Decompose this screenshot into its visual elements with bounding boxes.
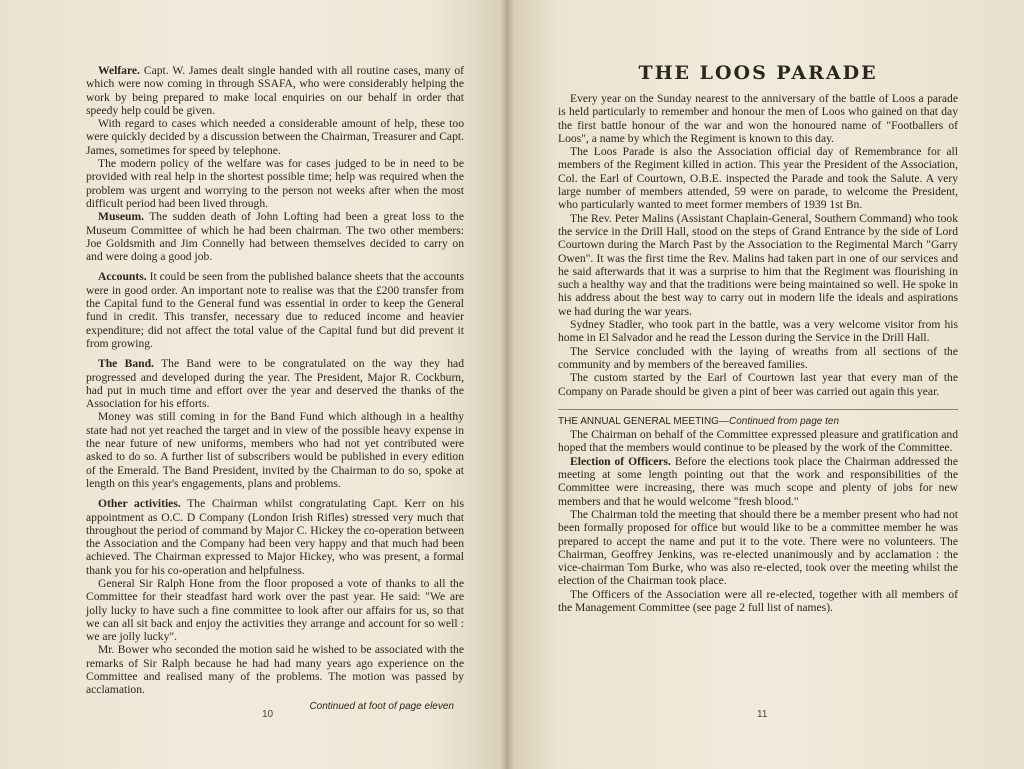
- section-divider: [558, 409, 958, 410]
- paragraph-text: With regard to cases which needed a considerable amount of help, these too were quickly decided by a discussion between the Chairman, Treasurer and Capt. James, sometimes for speed by telephone.: [86, 117, 464, 157]
- heading-welfare: Welfare.: [98, 64, 140, 77]
- page-number-right: 11: [757, 709, 768, 720]
- paragraph-text: General Sir Ralph Hone from the floor proposed a vote of thanks to all the Committee for their steadfast hard work over the past year. He said: "We are jolly lucky to have such a fine committee to look after our affairs for us, so that we can all sit back and enjoy the activities they arrange and account for so well : we are jolly lucky".: [86, 576, 464, 644]
- paragraph-loos-1: [558, 92, 958, 145]
- paragraph-text: The Chairman told the meeting that should there be a member present who had not been formally proposed for office but would like to be a committee member he was prepared to accept the name and put it to the vote. There were no volunteers. The Chairman, Geoffrey Jenkins, was re-elected unanimously and by acclamation : the vice-chairman Tom Burke, who was also re-elected, took over the meeting whilst the election of the Chairman took place.: [558, 507, 958, 588]
- paragraph-text: The custom started by the Earl of Courtown last year that every man of the Company on Parade should be given a pint of beer was carried out again this year.: [558, 371, 958, 398]
- paragraph-loos-2: [558, 145, 958, 211]
- paragraph-text: Capt. W. James dealt single handed with all routine cases, many of which were now coming in through SSAFA, who were considerably helping the work by being prepared to make local enquiries on our behalf in order that speedy help could be given.: [86, 64, 464, 117]
- paragraph-text: The Service concluded with the laying of wreaths from all sections of the community and by members of the bereaved families.: [558, 344, 958, 371]
- paragraph-text: Mr. Bower who seconded the motion said he wished to be associated with the remarks of Sir Ralph because he had had many years ago experience on the Committee and realised many of the problems. The motion was passed by acclamation.: [86, 643, 464, 697]
- paragraph-loos-4: [558, 318, 958, 345]
- paragraph-motion: [86, 643, 464, 696]
- agm-heading: [558, 415, 958, 428]
- book-gutter: [500, 0, 514, 769]
- paragraph-other-activities: [86, 497, 464, 577]
- left-page-text: [86, 64, 464, 713]
- heading-election: Election of Officers.: [570, 454, 671, 468]
- agm-heading-text: THE ANNUAL GENERAL MEETING: [558, 415, 719, 427]
- heading-accounts: Accounts.: [98, 270, 147, 284]
- paragraph-text: It could be seen from the published balance sheets that the accounts were in good order. An important note to realise was that the £200 transfer from the Capital fund to the General fund was essential in order to keep the General fund in credit. This transfer, necessary due to reduced income and heavier expenditure; did not affect the total value of the Capital fund but did prevent it from growing.: [86, 270, 464, 350]
- paragraph-accounts: [86, 270, 464, 350]
- heading-museum: Museum.: [98, 210, 145, 224]
- paragraph-text: The Rev. Peter Malins (Assistant Chaplain-General, Southern Command) who took the service in the Drill Hall, stood on the steps of Grand Entrance by the side of Lord Courtown during the March Past by the Association to the Regimental March "Garry Owen". It was the first time the Rev. Malins had taken part in one of our services and he said afterwards that it was a surprise to him that the Regiment was flourishing in such a healthy way and that the traditions were being maintained so well. He spoke in his address about the best way to carry out in modern life the ideals and aspirations we had during the war years.: [558, 211, 958, 318]
- paragraph-text: The Chairman on behalf of the Committee expressed pleasure and gratification and hoped that the members would continue to be pleased by the work of the Committee.: [558, 428, 958, 455]
- agm-continued-note: —Continued from page ten: [718, 415, 840, 427]
- paragraph-agm-3: [558, 508, 958, 588]
- paragraph-welfare-2: [86, 117, 464, 157]
- paragraph-vote-of-thanks: [86, 577, 464, 643]
- paragraph-text: Every year on the Sunday nearest to the anniversary of the battle of Loos a parade is held particularly to remember and honour the men of Loos who gained on that day the first battle honour of the war and won the honoured name of "Footballers of Loos", a name by which the Regiment is known to this day.: [558, 92, 958, 145]
- paragraph-text: The Chairman whilst congratulating Capt. Kerr on his appointment as O.C. D Company (London Irish Rifles) stressed very much that throughout the period of command by Major C. Hickey the co-operation between the Association and the Company had been very happy and that much had been achieved. The Chairman expressed to Major Hickey, who was present, a formal thank you for his co-operation and helpfulness.: [86, 497, 464, 577]
- article-title: THE LOOS PARADE: [638, 62, 878, 84]
- paragraph-band: [86, 357, 464, 410]
- paragraph-text: Before the elections took place the Chairman addressed the meeting at some length pointing out that the work and responsibilities of the Committee were increasing, there was much scope and plenty of jobs for new members and that he would welcome "fresh blood.": [558, 454, 959, 508]
- paragraph-text: The sudden death of John Lofting had been a great loss to the Museum Committee of which he had been chairman. The two other members: Joe Goldsmith and Jim Connelly had between themselves decided to carry on and were doing a good job.: [86, 210, 464, 264]
- heading-other-activities: Other activities.: [98, 497, 181, 511]
- paragraph-text: The Officers of the Association were all re-elected, together with all members of the Management Committee (see page 2 full list of names).: [558, 587, 958, 614]
- page-number-left: 10: [262, 709, 274, 720]
- paragraph-text: Money was still coming in for the Band Fund which although in a healthy state had not yet reached the target and in view of the possible heavy expense in the near future of new uniforms, members who had not yet contributed were asked to do so. A further list of subscribers would be published in every edition of the Emerald. The Band President, invited by the Chairman to do so, spoke at length on this year's engagements, plans and problems.: [86, 410, 464, 490]
- paragraph-election: [558, 455, 958, 508]
- paragraph-text: The Loos Parade is also the Association official day of Remembrance for all members of the Regiment killed in action. This year the President of the Association, Col. the Earl of Courtown, O.B.E. inspected the Parade and took the Salute. A very large number of members attended, 59 were on parade, to welcome the President, who particularly wanted to meet former members of 1939 1st Bn.: [558, 145, 958, 212]
- heading-band: The Band.: [98, 357, 154, 371]
- paragraph-loos-6: [558, 371, 958, 398]
- paragraph-agm-4: [558, 588, 958, 615]
- paragraph-loos-3: [558, 212, 958, 318]
- paragraph-welfare-3: [86, 157, 464, 210]
- paragraph-loos-5: [558, 345, 958, 372]
- paragraph-welfare: [86, 64, 464, 117]
- paragraph-text: The Band were to be congratulated on the way they had progressed and developed during the year. The President, Major R. Cockburn, had put in much time and effort over the year and deserved the thanks of the Association for his efforts.: [86, 357, 464, 411]
- paragraph-text: The modern policy of the welfare was for cases judged to be in need to be provided with real help in the shortest possible time; help was required when the problem was urgent and worrying to the person not weeks after when the most difficult period had been lived through.: [86, 157, 464, 210]
- paragraph-agm-1: [558, 428, 958, 455]
- paragraph-text: Sydney Stadler, who took part in the battle, was a very welcome visitor from his home in El Salvador and he read the Lesson during the Service in the Drill Hall.: [558, 318, 958, 345]
- paragraph-band-2: [86, 410, 464, 490]
- right-page-text: [558, 92, 958, 614]
- paragraph-museum: [86, 210, 464, 263]
- continued-note: Continued at foot of page eleven: [309, 700, 454, 712]
